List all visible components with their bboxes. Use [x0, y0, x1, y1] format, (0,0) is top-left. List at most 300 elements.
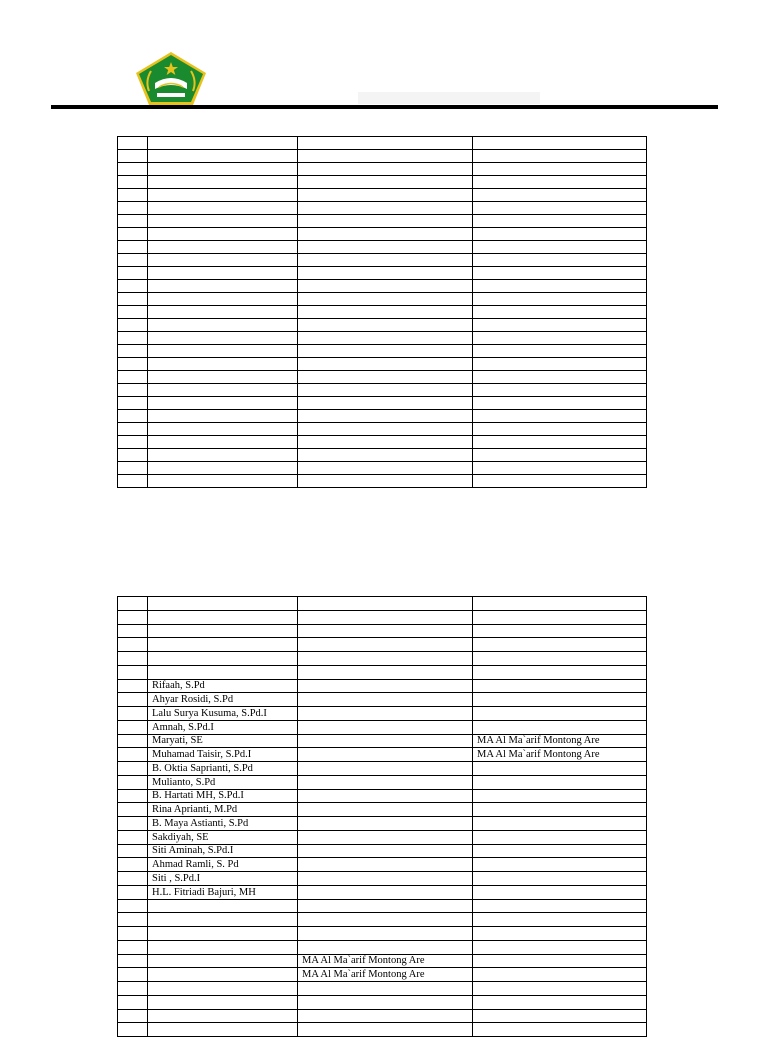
table-cell [118, 163, 148, 176]
table-row [118, 995, 647, 1009]
table-cell [473, 707, 647, 721]
table-cell [148, 1023, 298, 1037]
table-row [118, 228, 647, 241]
table-cell [298, 228, 473, 241]
table-row [118, 397, 647, 410]
table-cell [298, 176, 473, 189]
table-cell [118, 1023, 148, 1037]
table-cell: B. Hartati MH, S.Pd.I [148, 789, 298, 803]
table-cell [298, 267, 473, 280]
table-row [118, 1009, 647, 1023]
table-cell: B. Maya Astianti, S.Pd [148, 817, 298, 831]
table-cell [473, 665, 647, 679]
table-cell [118, 679, 148, 693]
table-cell [148, 410, 298, 423]
table-cell [118, 885, 148, 899]
table-cell [473, 384, 647, 397]
table-row [118, 189, 647, 202]
table-cell [118, 423, 148, 436]
table-cell [148, 358, 298, 371]
table-cell: Ahyar Rosidi, S.Pd [148, 693, 298, 707]
table-cell [118, 610, 148, 624]
table-row [118, 652, 647, 666]
table-row [118, 885, 647, 899]
table-cell [473, 332, 647, 345]
table-cell [298, 789, 473, 803]
table-row [118, 899, 647, 913]
table-cell [148, 462, 298, 475]
table-cell [298, 762, 473, 776]
table-cell [473, 610, 647, 624]
table-cell [148, 241, 298, 254]
table-cell [298, 254, 473, 267]
table-cell [118, 597, 148, 611]
table-row [118, 306, 647, 319]
table-cell [148, 624, 298, 638]
table-cell [473, 358, 647, 371]
table-cell [118, 202, 148, 215]
table-cell [298, 150, 473, 163]
table-cell: Rifaah, S.Pd [148, 679, 298, 693]
table-row [118, 293, 647, 306]
table-cell [118, 982, 148, 996]
table-row [118, 638, 647, 652]
table-cell [473, 202, 647, 215]
table-cell [473, 968, 647, 982]
table-cell [473, 1009, 647, 1023]
table-cell [118, 830, 148, 844]
table-cell [148, 1009, 298, 1023]
table-cell [118, 968, 148, 982]
table-cell [118, 720, 148, 734]
table-cell [298, 817, 473, 831]
table-cell [148, 638, 298, 652]
table-cell [298, 844, 473, 858]
table-cell [473, 830, 647, 844]
table-row [118, 215, 647, 228]
table-cell [118, 927, 148, 941]
table-cell [148, 306, 298, 319]
table-row [118, 775, 647, 789]
table-row [118, 610, 647, 624]
table-cell: Mulianto, S.Pd [148, 775, 298, 789]
table-cell [148, 150, 298, 163]
table-cell [473, 940, 647, 954]
table-cell: B. Oktia Saprianti, S.Pd [148, 762, 298, 776]
table-cell [148, 176, 298, 189]
table-cell [148, 163, 298, 176]
table-cell [473, 449, 647, 462]
table-cell [473, 345, 647, 358]
table-cell [473, 137, 647, 150]
table-cell: Sakdiyah, SE [148, 830, 298, 844]
table-cell [118, 267, 148, 280]
table-cell [473, 775, 647, 789]
table-cell [148, 228, 298, 241]
table-row [118, 927, 647, 941]
table-cell [298, 436, 473, 449]
table-cell [298, 202, 473, 215]
table-cell [298, 410, 473, 423]
table-row [118, 319, 647, 332]
table-cell [148, 995, 298, 1009]
table-row [118, 665, 647, 679]
table-cell [118, 306, 148, 319]
table-row [118, 762, 647, 776]
table-row [118, 940, 647, 954]
table-row [118, 707, 647, 721]
table-cell [148, 423, 298, 436]
table-cell [473, 462, 647, 475]
table-cell [298, 137, 473, 150]
table-row [118, 844, 647, 858]
table-row [118, 954, 647, 968]
table-row [118, 280, 647, 293]
table-cell [298, 597, 473, 611]
table-cell [473, 638, 647, 652]
table-cell [473, 1023, 647, 1037]
table-cell [148, 215, 298, 228]
table-row [118, 624, 647, 638]
table-cell [298, 163, 473, 176]
table-row [118, 384, 647, 397]
table-row [118, 436, 647, 449]
table-row [118, 254, 647, 267]
table-cell [148, 137, 298, 150]
table-cell [473, 954, 647, 968]
header-rule [51, 105, 718, 109]
table-cell [148, 927, 298, 941]
table-cell [118, 436, 148, 449]
table-row [118, 830, 647, 844]
table-cell [118, 844, 148, 858]
table-cell: MA Al Ma`arif Montong Are [298, 968, 473, 982]
table-cell [118, 254, 148, 267]
table-cell [473, 176, 647, 189]
table-cell [298, 371, 473, 384]
table-row [118, 720, 647, 734]
table-cell [298, 306, 473, 319]
table-cell [118, 872, 148, 886]
table-cell [118, 332, 148, 345]
table-row [118, 597, 647, 611]
table-cell [473, 280, 647, 293]
table-row [118, 1023, 647, 1037]
table-cell [118, 665, 148, 679]
table-cell [118, 319, 148, 332]
table-row [118, 968, 647, 982]
table-cell [148, 267, 298, 280]
table-cell [148, 449, 298, 462]
table-cell [473, 319, 647, 332]
header-placeholder-bar [358, 92, 540, 104]
table-cell [473, 885, 647, 899]
table-cell [473, 995, 647, 1009]
table-cell [118, 228, 148, 241]
table-cell [298, 638, 473, 652]
table-cell [298, 899, 473, 913]
table-cell [118, 137, 148, 150]
table-row [118, 913, 647, 927]
table-cell [473, 789, 647, 803]
table-cell [298, 858, 473, 872]
table-cell [473, 397, 647, 410]
table-cell [118, 293, 148, 306]
table-cell [148, 597, 298, 611]
table-cell [298, 189, 473, 202]
table-cell [118, 693, 148, 707]
table-row [118, 202, 647, 215]
table-cell: Maryati, SE [148, 734, 298, 748]
table-cell [148, 899, 298, 913]
table-cell [298, 293, 473, 306]
table-cell [118, 462, 148, 475]
table-cell [118, 748, 148, 762]
table-cell [148, 665, 298, 679]
table-cell [473, 927, 647, 941]
table-cell [473, 189, 647, 202]
table-row [118, 267, 647, 280]
table-cell [473, 913, 647, 927]
table-cell [118, 762, 148, 776]
table-cell [298, 319, 473, 332]
table-cell [298, 665, 473, 679]
table-cell [148, 332, 298, 345]
table-cell [473, 436, 647, 449]
table-cell: Siti , S.Pd.I [148, 872, 298, 886]
table-cell: Amnah, S.Pd.I [148, 720, 298, 734]
table-cell [118, 1009, 148, 1023]
table-cell: Ahmad Ramli, S. Pd [148, 858, 298, 872]
table-cell [148, 652, 298, 666]
table-cell [298, 423, 473, 436]
table-cell [298, 241, 473, 254]
table-cell [298, 775, 473, 789]
table-cell [298, 927, 473, 941]
table-cell [148, 954, 298, 968]
table-cell [118, 241, 148, 254]
table-cell [298, 995, 473, 1009]
table-cell [473, 762, 647, 776]
table-cell [118, 638, 148, 652]
table-cell [118, 358, 148, 371]
table-cell [298, 982, 473, 996]
data-table-bottom [117, 596, 647, 1037]
table-row [118, 345, 647, 358]
table-row [118, 358, 647, 371]
table-cell [148, 189, 298, 202]
table-cell [118, 384, 148, 397]
table-row [118, 817, 647, 831]
table-cell [118, 475, 148, 488]
table-cell [148, 968, 298, 982]
table-cell [118, 940, 148, 954]
table-row [118, 679, 647, 693]
table-row [118, 475, 647, 488]
table-cell [473, 899, 647, 913]
table-cell [118, 150, 148, 163]
table-cell [148, 345, 298, 358]
table-row [118, 449, 647, 462]
table-cell [473, 293, 647, 306]
table-row [118, 410, 647, 423]
table-cell [118, 734, 148, 748]
table-cell [298, 679, 473, 693]
table-cell: MA Al Ma`arif Montong Are [473, 748, 647, 762]
table-row [118, 137, 647, 150]
table-cell [473, 817, 647, 831]
table-cell [298, 940, 473, 954]
table-cell [298, 1009, 473, 1023]
table-row [118, 176, 647, 189]
table-cell [118, 652, 148, 666]
table-cell [473, 150, 647, 163]
table-row [118, 163, 647, 176]
table-cell [118, 775, 148, 789]
table-cell [473, 982, 647, 996]
table-cell [118, 624, 148, 638]
table-cell [473, 872, 647, 886]
table-cell [118, 789, 148, 803]
table-cell [148, 982, 298, 996]
table-cell [118, 913, 148, 927]
table-cell [473, 163, 647, 176]
table-cell [473, 306, 647, 319]
table-cell [118, 449, 148, 462]
table-cell [148, 610, 298, 624]
table-cell: MA Al Ma`arif Montong Are [473, 734, 647, 748]
table-cell [298, 345, 473, 358]
table-cell [473, 423, 647, 436]
table-cell [298, 693, 473, 707]
table-cell [473, 228, 647, 241]
table-cell [118, 345, 148, 358]
table-cell: Lalu Surya Kusuma, S.Pd.I [148, 707, 298, 721]
table-row [118, 872, 647, 886]
table-cell: Rina Aprianti, M.Pd [148, 803, 298, 817]
table-cell [473, 803, 647, 817]
table-cell [298, 652, 473, 666]
table-row [118, 982, 647, 996]
table-cell [148, 940, 298, 954]
table-cell [148, 475, 298, 488]
table-cell [473, 241, 647, 254]
table-row [118, 371, 647, 384]
table-row [118, 462, 647, 475]
table-cell [473, 597, 647, 611]
table-cell [298, 384, 473, 397]
table-cell [473, 267, 647, 280]
table-cell [298, 803, 473, 817]
table-cell [148, 254, 298, 267]
table-cell: Muhamad Taisir, S.Pd.I [148, 748, 298, 762]
table-cell [118, 817, 148, 831]
table-cell [148, 371, 298, 384]
table-cell [148, 319, 298, 332]
table-cell [298, 720, 473, 734]
table-cell [298, 885, 473, 899]
table-cell [473, 410, 647, 423]
table-cell [118, 397, 148, 410]
table-cell [298, 872, 473, 886]
table-cell [118, 707, 148, 721]
table-row [118, 803, 647, 817]
table-cell [298, 830, 473, 844]
table-cell [118, 371, 148, 384]
table-cell [298, 913, 473, 927]
table-cell [118, 215, 148, 228]
data-table-top [117, 136, 647, 488]
table-cell [473, 215, 647, 228]
table-cell [473, 720, 647, 734]
table-cell [298, 332, 473, 345]
table-cell [298, 707, 473, 721]
table-cell [118, 803, 148, 817]
table-cell [118, 858, 148, 872]
table-cell [473, 652, 647, 666]
table-row [118, 748, 647, 762]
table-cell [118, 176, 148, 189]
table-cell [298, 624, 473, 638]
table-cell [148, 280, 298, 293]
table-cell [473, 679, 647, 693]
table-cell [473, 254, 647, 267]
table-cell: H.L. Fitriadi Bajuri, MH [148, 885, 298, 899]
table-cell [118, 995, 148, 1009]
table-cell [473, 858, 647, 872]
table-row [118, 734, 647, 748]
table-cell [298, 734, 473, 748]
table-row [118, 693, 647, 707]
table-cell [298, 475, 473, 488]
table-cell [148, 293, 298, 306]
table-cell [148, 384, 298, 397]
table-cell [298, 280, 473, 293]
table-cell [473, 693, 647, 707]
table-cell [298, 449, 473, 462]
table-cell: Siti Aminah, S.Pd.I [148, 844, 298, 858]
table-cell [118, 954, 148, 968]
table-cell [298, 1023, 473, 1037]
table-cell [473, 624, 647, 638]
table-cell [118, 189, 148, 202]
table-row [118, 241, 647, 254]
table-cell [473, 475, 647, 488]
table-cell [148, 913, 298, 927]
table-cell [298, 215, 473, 228]
table-cell [118, 899, 148, 913]
table-cell [298, 748, 473, 762]
table-cell [473, 844, 647, 858]
table-cell [473, 371, 647, 384]
table-cell [148, 397, 298, 410]
table-cell [148, 436, 298, 449]
table-row [118, 150, 647, 163]
table-cell: MA Al Ma`arif Montong Are [298, 954, 473, 968]
table-row [118, 789, 647, 803]
table-cell [298, 610, 473, 624]
table-cell [298, 397, 473, 410]
table-cell [298, 462, 473, 475]
table-row [118, 858, 647, 872]
table-cell [148, 202, 298, 215]
table-row [118, 332, 647, 345]
table-cell [298, 358, 473, 371]
table-cell [118, 280, 148, 293]
table-cell [118, 410, 148, 423]
ministry-emblem-logo [135, 51, 207, 106]
table-row [118, 423, 647, 436]
